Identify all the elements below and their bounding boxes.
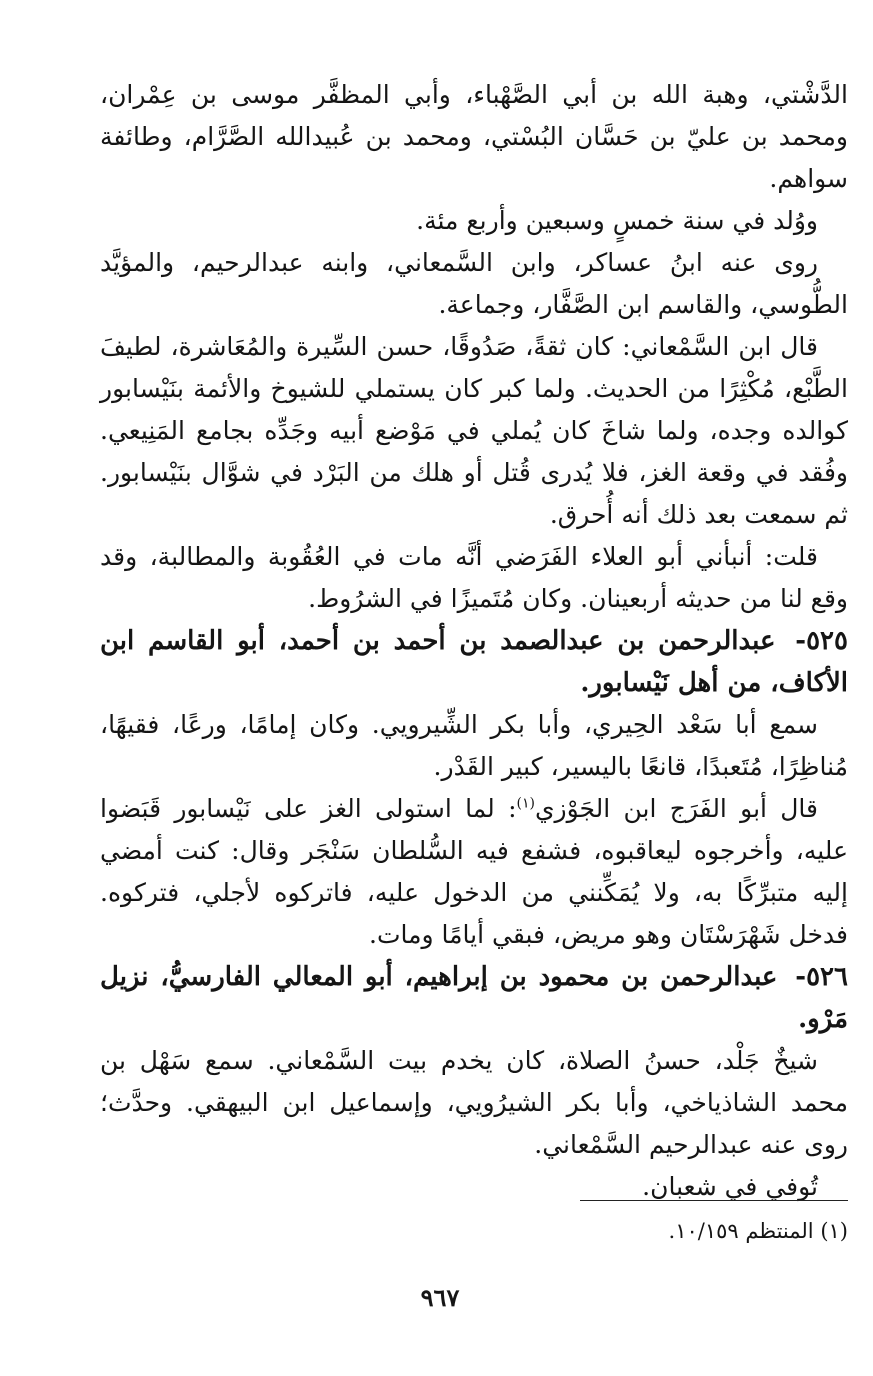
footnote-marker: (١) <box>516 795 535 812</box>
entry-title-525: عبدالرحمن بن عبدالصمد بن أحمد بن أحمد، أبو القاسم ابن الأكاف، من أهل نَيْسابور. <box>100 626 848 698</box>
entry-title-526: عبدالرحمن بن محمود بن إبراهيم، أبو المعالي الفارسيُّ، نزيل مَرْو. <box>100 962 848 1034</box>
entry-number-526: ٥٢٦- <box>795 962 848 992</box>
footnote: (١) المنتظم ١٠/١٥٩. <box>668 1219 848 1243</box>
main-text <box>100 74 848 1208</box>
entry-526-paragraph: شيخٌ جَلْد، حسنُ الصلاة، كان يخدم بيت السَّمْعاني. سمع سَهْل بن محمد الشاذياخي، وأبا بكر الشيرُويي، وإسماعيل ابن البيهقي. وحدَّث؛ روى عنه عبدالرحيم السَّمْعاني. <box>100 1046 848 1159</box>
jawzi-quote-paragraph <box>100 788 848 956</box>
footnote-divider <box>580 1200 848 1201</box>
entry-heading-526 <box>100 956 848 1040</box>
jawzi-quote: : لما استولى الغز على نَيْسابور قَبَضوا عليه، وأخرجوه ليعاقبوه، فشفع فيه السُّلطان سَنْجَر وقال: كنت أمضي إليه متبرِّكًا به، ولا يُمَكِّنني من الدخول عليه، فاتركوه لأجلي، فتركوه. فدخل شَهْرَسْتَان وهو مريض، فبقي أيامًا ومات. <box>100 794 848 949</box>
samani-quote-paragraph: قال ابن السَّمْعاني: كان ثقةً، صَدُوقًا، حسن السِّيرة والمُعَاشرة، لطيفَ الطَّبْع، مُكْثِرًا من الحديث. ولما كبر كان يستملي للشيوخ والأئمة بنَيْسابور كوالده وجده، ولما شاخَ كان يُملي في مَوْضع أبيه وجَدِّه بجامع المَنِيعي. وفُقد في وقعة الغز، فلا يُدرى قُتل أو هلك من البَرْد في شوَّال بنَيْسابور. ثم سمعت بعد ذلك أنه أُحرق. <box>100 332 848 529</box>
page-number: ٩٦٧ <box>420 1283 460 1312</box>
entry-heading-525 <box>100 620 848 704</box>
narrators-paragraph: روى عنه ابنُ عساكر، وابن السَّمعاني، وابنه عبدالرحيم، والمؤيَّد الطُّوسي، والقاسم ابن الصَّفَّار، وجماعة. <box>100 248 848 319</box>
birth-paragraph: ووُلد في سنة خمسٍ وسبعين وأربع مئة. <box>416 206 818 235</box>
entry-number-525: ٥٢٥- <box>795 626 848 656</box>
paragraph-continuation: الدَّشْتي، وهبة الله بن أبي الصَّهْباء، وأبي المظفَّر موسى بن عِمْران، ومحمد بن عليّ بن حَسَّان البُسْتي، ومحمد بن عُبيدالله الصَّرَّام، وطائفة سواهم. <box>100 80 848 193</box>
author-note-paragraph: قلت: أنبأني أبو العلاء الفَرَضي أنَّه مات في العُقُوبة والمطالبة، وقد وقع لنا من حديثه أربعينان. وكان مُتَميزًا في الشرُوط. <box>100 542 848 613</box>
jawzi-intro: قال أبو الفَرَج ابن الجَوْزي <box>534 794 819 823</box>
entry-525-paragraph: سمع أبا سَعْد الحِيري، وأبا بكر الشِّيرويي. وكان إمامًا، ورعًا، فقيهًا، مُناظِرًا، مُتَعبدًا، قانعًا باليسير، كبير القَدْر. <box>100 710 848 781</box>
death-paragraph: تُوفي في شعبان. <box>642 1172 818 1201</box>
